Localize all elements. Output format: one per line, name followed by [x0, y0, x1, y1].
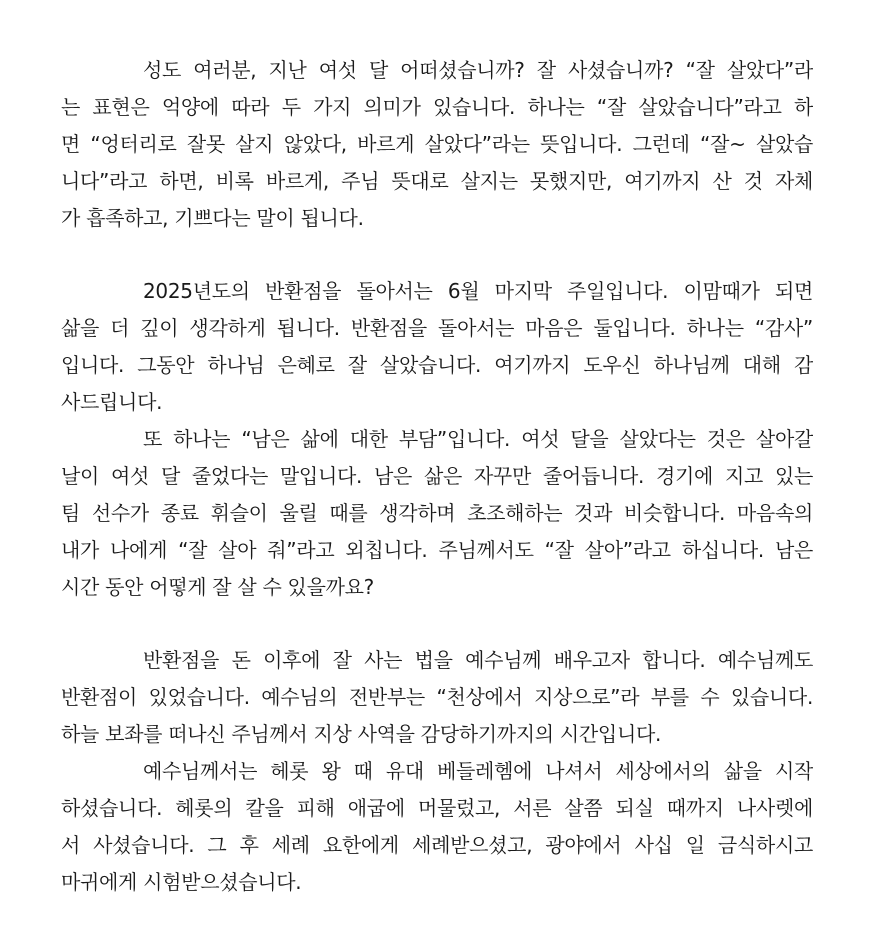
paragraph-4-line-2: 반환점이 있었습니다. 예수님의 전반부는 “천상에서 지상으로”라 부를 수 있습니다.: [61, 685, 813, 709]
paragraph-2-line-3: 입니다. 그동안 하나님 은혜로 잘 살았습니다. 여기까지 도우신 하나님께 대해 감: [61, 353, 813, 377]
paragraph-3-line-3: 팀 선수가 종료 휘슬이 울릴 때를 생각하며 초조해하는 것과 비슷합니다. 마음속의: [61, 501, 813, 525]
paragraph-4-line-3: 하늘 보좌를 떠나신 주님께서 지상 사역을 감당하기까지의 시간입니다.: [61, 722, 662, 746]
paragraph-2-line-2: 삶을 더 깊이 생각하게 됩니다. 반환점을 돌아서는 마음은 둘입니다. 하나는 “감사”: [61, 316, 813, 340]
paragraph-2-line-1: 2025년도의 반환점을 돌아서는 6월 마지막 주일입니다. 이맘때가 되면: [143, 279, 813, 303]
paragraph-3-line-2: 날이 여섯 달 줄었다는 말입니다. 남은 삶은 자꾸만 줄어듭니다. 경기에 지고 있는: [61, 464, 813, 488]
paragraph-3-line-4: 내가 나에게 “잘 살아 줘”라고 외칩니다. 주님께서도 “잘 살아”라고 하십니다. 남은: [61, 538, 813, 562]
paragraph-2-line-4: 사드립니다.: [61, 390, 163, 414]
paragraph-3-line-1: 또 하나는 “남은 삶에 대한 부담”입니다. 여섯 달을 살았다는 것은 살아갈: [143, 427, 813, 451]
paragraph-3-line-5: 시간 동안 어떻게 잘 살 수 있을까요?: [61, 575, 374, 599]
paragraph-1-line-4: 니다”라고 하면, 비록 바르게, 주님 뜻대로 살지는 못했지만, 여기까지 산 것 자체: [61, 169, 813, 193]
paragraph-5-line-1: 예수님께서는 헤롯 왕 때 유대 베들레헴에 나셔서 세상에서의 삶을 시작: [143, 759, 813, 783]
paragraph-1-line-1: 성도 여러분, 지난 여섯 달 어떠셨습니까? 잘 사셨습니까? “잘 살았다”라: [143, 58, 813, 82]
paragraph-5-line-2: 하셨습니다. 헤롯의 칼을 피해 애굽에 머물렀고, 서른 살쯤 되실 때까지 나사렛에: [61, 796, 813, 820]
paragraph-1-line-3: 면 “엉터리로 잘못 살지 않았다, 바르게 살았다”라는 뜻입니다. 그런데 “잘~ 살았습: [61, 132, 813, 156]
paragraph-1-line-2: 는 표현은 억양에 따라 두 가지 의미가 있습니다. 하나는 “잘 살았습니다”라고 하: [61, 95, 813, 119]
paragraph-5-line-3: 서 사셨습니다. 그 후 세례 요한에게 세례받으셨고, 광야에서 사십 일 금식하시고: [61, 833, 813, 857]
paragraph-4-line-1: 반환점을 돈 이후에 잘 사는 법을 예수님께 배우고자 합니다. 예수님께도: [143, 648, 813, 672]
paragraph-5-line-4: 마귀에게 시험받으셨습니다.: [61, 870, 302, 894]
paragraph-1-line-5: 가 흡족하고, 기쁘다는 말이 됩니다.: [61, 206, 364, 230]
